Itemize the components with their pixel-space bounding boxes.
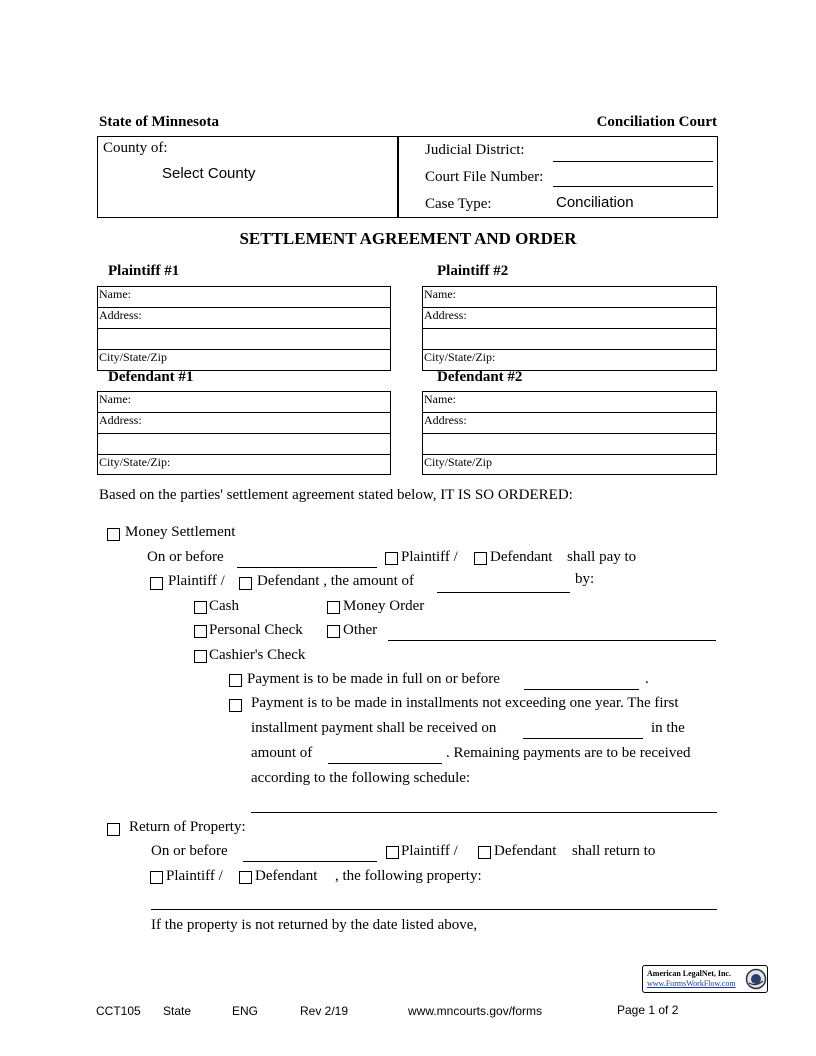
- globe-icon: [745, 968, 767, 990]
- defendant2-table: [422, 391, 717, 475]
- return-property-label: Return of Property:: [129, 819, 246, 835]
- judicial-district-field[interactable]: [553, 161, 713, 162]
- defendant1-table: [97, 391, 391, 475]
- defendant1-city-label: City/State/Zip:: [99, 455, 171, 469]
- payer-defendant-checkbox[interactable]: [474, 552, 487, 565]
- footer-language: ENG: [232, 1004, 259, 1018]
- footer-form-code: CCT105: [96, 1004, 141, 1018]
- state-heading: State of Minnesota: [99, 114, 219, 130]
- cash-checkbox[interactable]: [194, 601, 207, 614]
- court-file-field[interactable]: [553, 186, 713, 187]
- logo-url: www.FormsWorkFlow.com: [647, 979, 736, 988]
- order-intro: Based on the parties' settlement agreement stated below, IT IS SO ORDERED:: [99, 487, 573, 503]
- personal-check-checkbox[interactable]: [194, 625, 207, 638]
- cashiers-check-checkbox[interactable]: [194, 650, 207, 663]
- recipient-defendant-checkbox[interactable]: [239, 871, 252, 884]
- plaintiff1-table: [97, 286, 391, 371]
- property-date-field[interactable]: [243, 861, 377, 862]
- defendant2-address-label: Address:: [424, 413, 467, 427]
- money-settlement-checkbox[interactable]: [107, 528, 120, 541]
- plaintiff2-heading: Plaintiff #2: [437, 263, 509, 279]
- footer-page-number: Page 1 of 2: [617, 1003, 679, 1017]
- installments-line1: Payment is to be made in installments not exceeding one year. The first: [251, 695, 679, 711]
- plaintiff2-city-label: City/State/Zip:: [424, 350, 496, 364]
- money-date-field[interactable]: [237, 567, 377, 568]
- recipient-plaintiff-label: Plaintiff /: [166, 868, 223, 884]
- recipient-plaintiff-checkbox[interactable]: [150, 871, 163, 884]
- footer-url[interactable]: www.mncourts.gov/forms: [408, 1004, 543, 1018]
- by-label: by:: [575, 571, 595, 587]
- plaintiff1-heading: Plaintiff #1: [108, 263, 180, 279]
- return-property-checkbox[interactable]: [107, 823, 120, 836]
- footer-jurisdiction: State: [163, 1004, 192, 1018]
- payee-defendant-checkbox[interactable]: [239, 577, 252, 590]
- property-on-or-before-label: On or before: [151, 843, 228, 859]
- other-label: Other: [343, 622, 378, 638]
- shall-pay-to-label: shall pay to: [567, 549, 637, 565]
- plaintiff1-address-label: Address:: [99, 308, 142, 322]
- full-payment-period: .: [645, 671, 649, 687]
- installments-line2a: installment payment shall be received on: [251, 720, 497, 736]
- returner-plaintiff-label: Plaintiff /: [401, 843, 458, 859]
- money-on-or-before-label: On or before: [147, 549, 224, 565]
- payee-plaintiff-label: Plaintiff /: [168, 573, 225, 589]
- money-order-label: Money Order: [343, 598, 425, 614]
- payee-plaintiff-checkbox[interactable]: [150, 577, 163, 590]
- other-checkbox[interactable]: [327, 625, 340, 638]
- installments-line2b: in the: [651, 720, 685, 736]
- county-label: County of:: [103, 140, 168, 156]
- defendant1-address-label: Address:: [99, 413, 142, 427]
- installments-line3b: . Remaining payments are to be received: [446, 745, 691, 761]
- defendant1-name-label: Name:: [99, 392, 131, 406]
- judicial-district-label: Judicial District:: [425, 142, 525, 158]
- returner-defendant-checkbox[interactable]: [478, 846, 491, 859]
- money-order-checkbox[interactable]: [327, 601, 340, 614]
- defendant2-heading: Defendant #2: [437, 369, 523, 385]
- plaintiff1-name-label: Name:: [99, 287, 131, 301]
- case-type-label: Case Type:: [425, 196, 492, 212]
- shall-return-to-label: shall return to: [572, 843, 656, 859]
- returner-defendant-label: Defendant: [494, 843, 557, 859]
- payer-plaintiff-label: Plaintiff /: [401, 549, 458, 565]
- full-payment-checkbox[interactable]: [229, 674, 242, 687]
- returner-plaintiff-checkbox[interactable]: [386, 846, 399, 859]
- cashiers-check-label: Cashier's Check: [209, 647, 306, 663]
- plaintiff1-city-label: City/State/Zip: [99, 350, 167, 364]
- defendant2-city-label: City/State/Zip: [424, 455, 492, 469]
- court-file-label: Court File Number:: [425, 169, 544, 185]
- payer-plaintiff-checkbox[interactable]: [385, 552, 398, 565]
- following-property-label: , the following property:: [335, 868, 482, 884]
- defendant1-heading: Defendant #1: [108, 369, 194, 385]
- court-heading: Conciliation Court: [596, 114, 717, 130]
- installments-line4: according to the following schedule:: [251, 770, 471, 786]
- plaintiff2-address-label: Address:: [424, 308, 467, 322]
- not-returned-text: If the property is not returned by the date listed above,: [151, 917, 478, 933]
- cash-label: Cash: [209, 598, 239, 614]
- money-settlement-label: Money Settlement: [125, 524, 236, 540]
- county-box: [97, 136, 399, 218]
- county-select[interactable]: Select County: [162, 165, 256, 182]
- plaintiff2-table: [422, 286, 717, 371]
- case-info-box: [397, 136, 718, 218]
- logo-company: American LegalNet, Inc.: [647, 969, 731, 978]
- plaintiff2-name-label: Name:: [424, 287, 456, 301]
- installments-checkbox[interactable]: [229, 699, 242, 712]
- full-payment-date-field[interactable]: [524, 689, 639, 690]
- case-type-value: Conciliation: [556, 194, 634, 211]
- page-title: SETTLEMENT AGREEMENT AND ORDER: [239, 229, 577, 248]
- personal-check-label: Personal Check: [209, 622, 303, 638]
- payment-schedule-field[interactable]: [251, 812, 717, 813]
- property-description-field[interactable]: [151, 909, 717, 910]
- payer-defendant-label: Defendant: [490, 549, 553, 565]
- defendant2-name-label: Name:: [424, 392, 456, 406]
- amount-field[interactable]: [437, 592, 570, 593]
- installments-line3a: amount of: [251, 745, 313, 761]
- legalnet-logo: [642, 965, 768, 993]
- first-installment-date-field[interactable]: [523, 738, 643, 739]
- payee-defendant-amount-label: Defendant , the amount of: [257, 573, 415, 589]
- other-method-field[interactable]: [388, 640, 716, 641]
- recipient-defendant-label: Defendant: [255, 868, 318, 884]
- installment-amount-field[interactable]: [328, 763, 442, 764]
- footer-revision: Rev 2/19: [300, 1004, 349, 1018]
- full-payment-label: Payment is to be made in full on or before: [247, 671, 500, 687]
